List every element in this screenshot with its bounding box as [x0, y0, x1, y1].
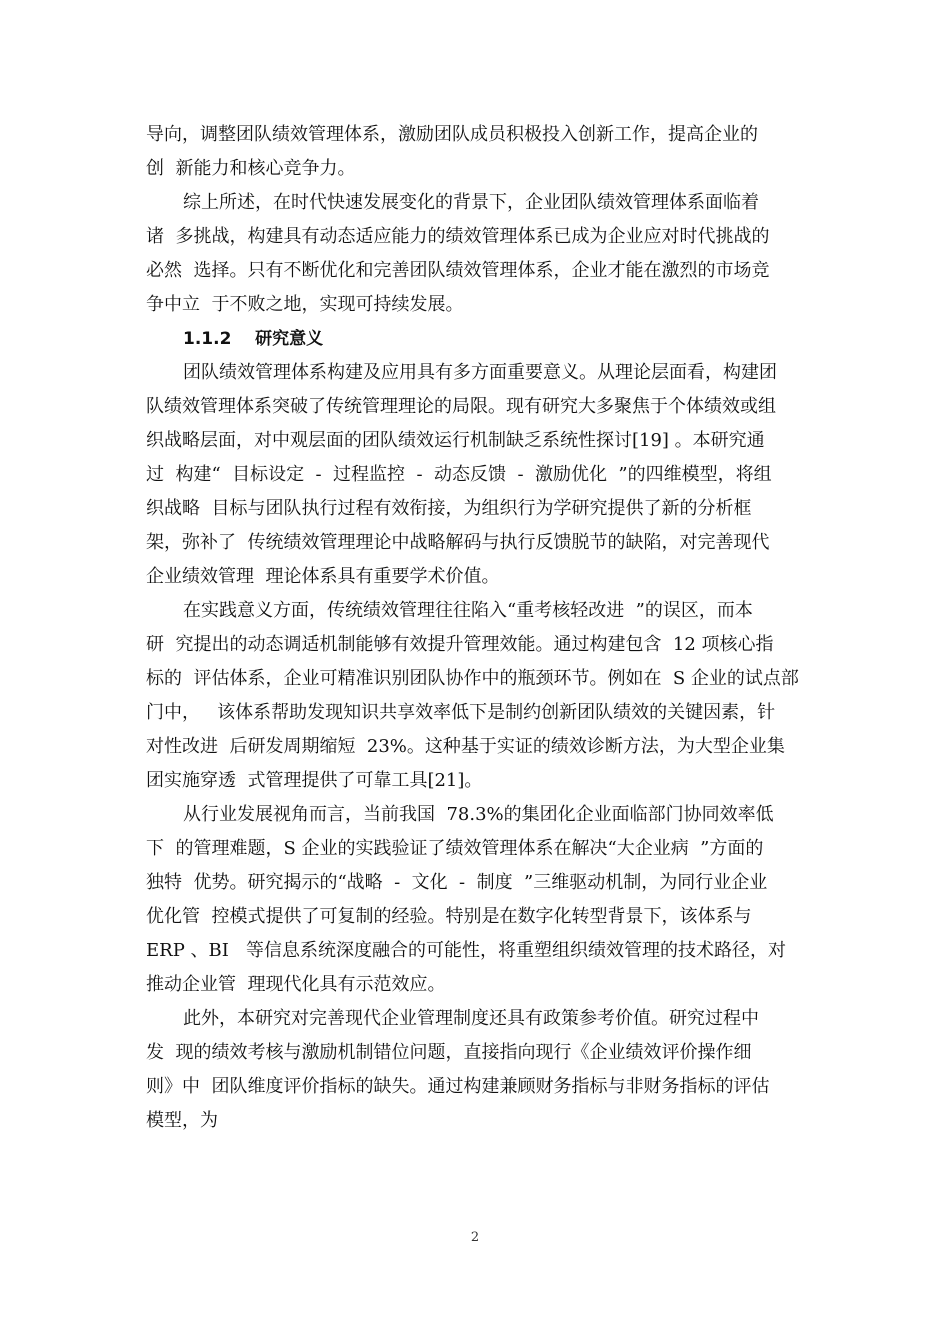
text-line: 标的 评估体系，企业可精准识别团队协作中的瓶颈环节。例如在 S 企业的试点部: [146, 668, 799, 689]
text-line: 对性改进 后研发周期缩短 23%。这种基于实证的绩效诊断方法，为大型企业集: [146, 736, 785, 757]
paragraph: [146, 798, 814, 1002]
text-line: 企业绩效管理 理论体系具有重要学术价值。: [146, 566, 500, 587]
text-line: 导向，调整团队绩效管理体系，激励团队成员积极投入创新工作，提高企业的: [146, 124, 758, 145]
text-line: 创 新能力和核心竞争力。: [146, 158, 356, 179]
text-line: 模型，为: [146, 1110, 218, 1131]
paragraph: [146, 118, 814, 186]
text-line: 织战略层面，对中观层面的团队绩效运行机制缺乏系统性探讨[19] 。本研究通: [146, 430, 765, 451]
text-line: 此外，本研究对完善现代企业管理制度还具有政策参考价值。研究过程中: [183, 1008, 759, 1029]
text-line: 则》中 团队维度评价指标的缺失。通过构建兼顾财务指标与非财务指标的评估: [146, 1076, 770, 1097]
text-line: 门中， 该体系帮助发现知识共享效率低下是制约创新团队绩效的关键因素，针: [146, 702, 776, 723]
text-line: 独特 优势。研究揭示的“战略 - 文化 - 制度 ”三维驱动机制，为同行业企业: [146, 872, 768, 893]
text-line: 综上所述，在时代快速发展变化的背景下，企业团队绩效管理体系面临着: [183, 192, 759, 213]
text-line: 发 现的绩效考核与激励机制错位问题，直接指向现行《企业绩效评价操作细: [146, 1042, 752, 1063]
text-line: 争中立 于不败之地，实现可持续发展。: [146, 294, 464, 315]
text-line: 研 究提出的动态调适机制能够有效提升管理效能。通过构建包含 12 项核心指: [146, 634, 774, 655]
paragraph: [146, 594, 814, 798]
text-line: 队绩效管理体系突破了传统管理理论的局限。现有研究大多聚焦于个体绩效或组: [146, 396, 776, 417]
text-line: 必然 选择。只有不断优化和完善团队绩效管理体系，企业才能在激烈的市场竞: [146, 260, 770, 281]
text-line: 过 构建“ 目标设定 - 过程监控 - 动态反馈 - 激励优化 ”的四维模型，将组: [146, 464, 772, 485]
text-line: 下 的管理难题，S 企业的实践验证了绩效管理体系在解决“大企业病 ”方面的: [146, 838, 764, 859]
text-line: ERP 、BI 等信息系统深度融合的可能性，将重塑组织绩效管理的技术路径，对: [146, 940, 787, 961]
text-line: 架，弥补了 传统绩效管理理论中战略解码与执行反馈脱节的缺陷，对完善现代: [146, 532, 770, 553]
paragraph: [146, 1002, 814, 1138]
text-line: 优化管 控模式提供了可复制的经验。特别是在数字化转型背景下，该体系与: [146, 906, 752, 927]
text-line: 诸 多挑战，构建具有动态适应能力的绩效管理体系已成为企业应对时代挑战的: [146, 226, 770, 247]
page-number: 2: [470, 1230, 480, 1245]
paragraph: [146, 356, 814, 594]
text-line: 在实践意义方面，传统绩效管理往往陷入“重考核轻改进 ”的误区，而本: [183, 600, 753, 621]
text-line: 织战略 目标与团队执行过程有效衔接，为组织行为学研究提供了新的分析框: [146, 498, 752, 519]
text-line: 团实施穿透 式管理提供了可靠工具[21]。: [146, 770, 483, 791]
text-line: 推动企业管 理现代化具有示范效应。: [146, 974, 446, 995]
text-line: 团队绩效管理体系构建及应用具有多方面重要意义。从理论层面看，构建团: [183, 362, 777, 383]
text-line: 从行业发展视角而言，当前我国 78.3%的集团化企业面临部门协同效率低: [183, 804, 774, 825]
document-body: [146, 118, 814, 1138]
section-heading: 1.1.2 研究意义: [183, 329, 324, 349]
paragraph: [146, 186, 814, 322]
